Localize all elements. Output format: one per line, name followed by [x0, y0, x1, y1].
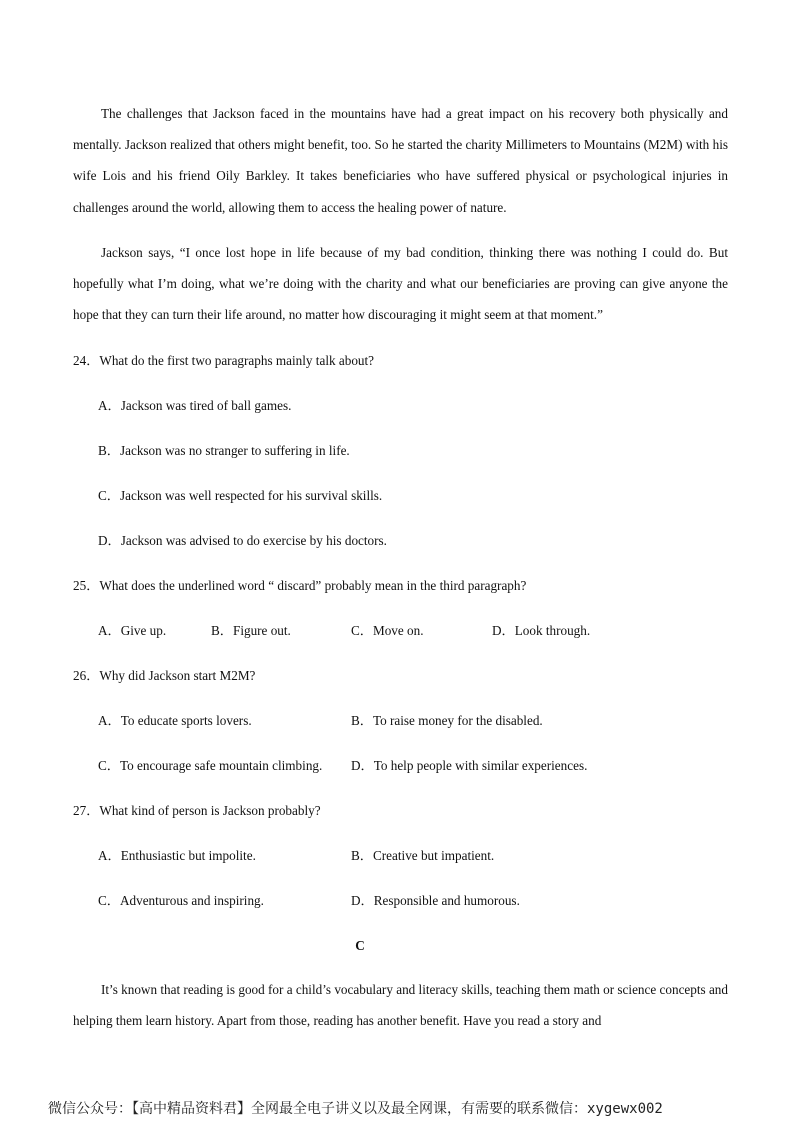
passage-paragraph-1: The challenges that Jackson faced in the mountains have had a great impact on his recovery both physically and mentally. Jackson realized that others might benefit, too. So he started the charity Millimeters to Mountains (M2M) with his wife Lois and his friend Oily Barkley. It takes beneficiaries who have suffered physical or psychological injuries in challenges around the world, allowing them to access the healing power of nature.	[73, 106, 728, 215]
question-25-option-d: D．Look through.	[492, 623, 591, 638]
question-24-option-b: B．Jackson was no stranger to suffering in life.	[98, 443, 350, 458]
section-c-heading: C	[355, 938, 365, 953]
question-25-stem: 25．What does the underlined word “ discard” probably mean in the third paragraph?	[73, 578, 527, 593]
question-24-option-d: D．Jackson was advised to do exercise by his doctors.	[98, 533, 387, 548]
footer-notice	[48, 1098, 663, 1118]
question-25-option-a: A．Give up.	[98, 623, 167, 638]
question-26-option-b: B．To raise money for the disabled.	[351, 713, 543, 728]
question-27-option-a: A．Enthusiastic but impolite.	[98, 848, 256, 863]
section-c-paragraph-1: It’s known that reading is good for a child’s vocabulary and literacy skills, teaching them math or science concepts and helping them learn history. Apart from those, reading has another benefit. Have you read a story and	[73, 982, 728, 1029]
question-26-stem: 26．Why did Jackson start M2M?	[73, 668, 256, 683]
question-24-option-c: C．Jackson was well respected for his survival skills.	[98, 488, 383, 503]
question-25-option-b: B．Figure out.	[211, 623, 291, 638]
footer-wechat-id: xygewx002	[587, 1101, 663, 1117]
question-24-stem: 24．What do the first two paragraphs mainly talk about?	[73, 353, 375, 368]
question-24-option-a: A．Jackson was tired of ball games.	[98, 398, 292, 413]
question-26-option-c: C．To encourage safe mountain climbing.	[98, 758, 323, 773]
question-26-option-d: D．To help people with similar experiences.	[351, 758, 588, 773]
question-27-stem: 27．What kind of person is Jackson probably?	[73, 803, 321, 818]
question-27-option-d: D．Responsible and humorous.	[351, 893, 520, 908]
question-27-option-b: B．Creative but impatient.	[351, 848, 495, 863]
question-27-option-c: C．Adventurous and inspiring.	[98, 893, 264, 908]
footer-text: 微信公众号：【高中精品资料君】全网最全电子讲义以及最全网课，有需要的联系微信：	[48, 1101, 587, 1117]
question-26-option-a: A．To educate sports lovers.	[98, 713, 252, 728]
question-25-option-c: C．Move on.	[351, 623, 424, 638]
passage-paragraph-2: Jackson says, “I once lost hope in life because of my bad condition, thinking there was nothing I could do. But hopefully what I’m doing, what we’re doing with the charity and what our beneficiaries are proving can give anyone the hope that they can turn their life around, no matter how discouraging it might seem at that moment.”	[73, 245, 728, 323]
